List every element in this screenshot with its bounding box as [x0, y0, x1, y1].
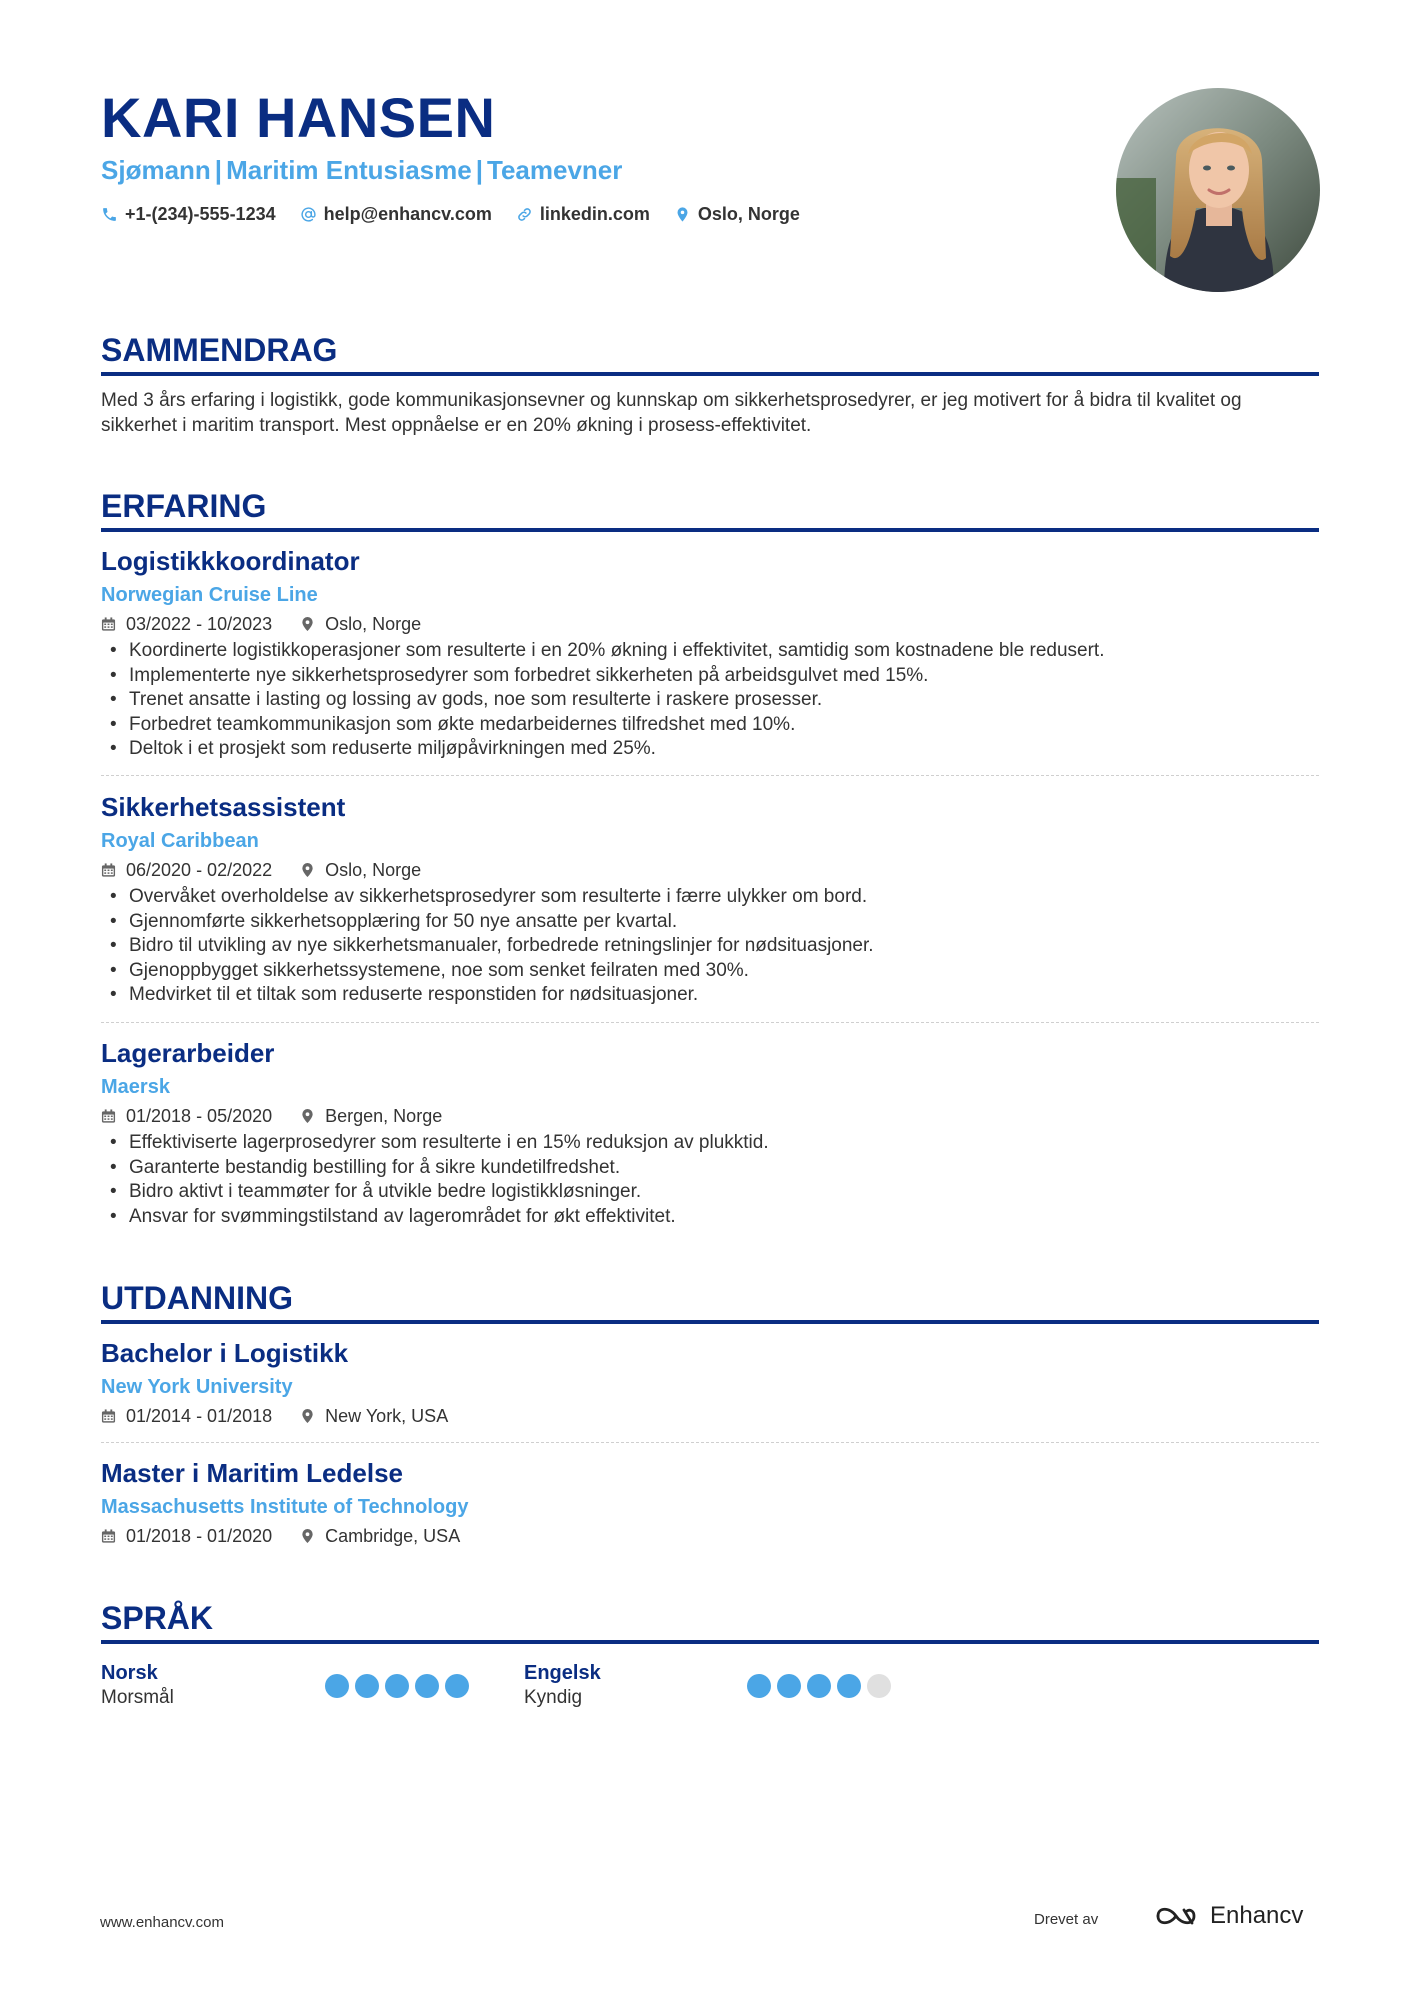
at-icon [300, 206, 317, 223]
job-location [300, 1103, 442, 1129]
experience-entry [101, 544, 1319, 762]
profile-photo [1116, 88, 1320, 292]
language-entry [524, 1660, 924, 1710]
contact-email[interactable] [300, 204, 492, 225]
enhancv-logo-icon [1154, 1903, 1202, 1929]
location-pin-icon [300, 616, 315, 632]
location-pin-icon [674, 206, 691, 223]
location-pin-icon [300, 1108, 315, 1124]
rating-dot-filled [747, 1674, 771, 1698]
calendar-icon [101, 862, 116, 878]
location-pin-icon [300, 1528, 315, 1544]
headline-item: Sjømann [101, 155, 211, 185]
job-meta [101, 611, 1319, 637]
dates-text: 01/2018 - 01/2020 [126, 1526, 273, 1546]
entry-divider [101, 775, 1319, 776]
school-name: Massachusetts Institute of Technology [101, 1496, 469, 1518]
section-title-experience: ERFARING [101, 488, 267, 524]
contact-phone[interactable] [101, 204, 276, 225]
language-level: Kyndig [524, 1687, 583, 1708]
rating-dot-filled [807, 1674, 831, 1698]
job-dates [101, 1103, 272, 1129]
rating-dot-filled [837, 1674, 861, 1698]
education-dates [101, 1523, 272, 1549]
section-rule [101, 372, 1319, 376]
dates-text: 01/2018 - 05/2020 [126, 1106, 273, 1126]
achievement-list [101, 639, 1319, 762]
headline-separator: | [475, 155, 483, 185]
dates-text: 01/2014 - 01/2018 [126, 1406, 273, 1426]
job-location [300, 611, 421, 637]
section-title-education: UTDANNING [101, 1280, 293, 1316]
dates-text: 03/2022 - 10/2023 [126, 614, 273, 634]
dates-text: 06/2020 - 02/2022 [126, 860, 273, 880]
list-item: • Garanterte bestandig bestilling for å sikre kundetilfredshet. [101, 1156, 1319, 1181]
list-item: • Forbedret teamkommunikasjon som økte medarbeidernes tilfredshet med 10%. [101, 713, 1319, 738]
entry-divider [101, 1442, 1319, 1443]
contact-linkedin[interactable] [516, 204, 650, 225]
education-meta [101, 1523, 1319, 1549]
section-title-languages: SPRÅK [101, 1600, 214, 1636]
footer-powered-by: Drevet av [1034, 1911, 1099, 1928]
language-name: Norsk [101, 1662, 158, 1684]
list-item: • Gjenoppbygget sikkerhetssystemene, noe som senket feilraten med 30%. [101, 959, 1319, 984]
education-entry [101, 1456, 1319, 1549]
list-item: • Ansvar for svømmingstilstand av lagerområdet for økt effektivitet. [101, 1205, 1319, 1230]
degree-title: Master i Maritim Ledelse [101, 1458, 403, 1488]
list-item: • Gjennomførte sikkerhetsopplæring for 50 nye ansatte per kvartal. [101, 910, 1319, 935]
rating-dot-filled [415, 1674, 439, 1698]
education-location [300, 1403, 448, 1429]
location-pin-icon [300, 1408, 315, 1424]
list-item: • Overvåket overholdelse av sikkerhetsprosedyrer som resulterte i færre ulykker om bord. [101, 885, 1319, 910]
company-name: Maersk [101, 1076, 170, 1098]
job-meta [101, 1103, 1319, 1129]
language-rating [747, 1674, 897, 1698]
location-text: Cambridge, USA [325, 1526, 461, 1546]
section-title-summary: SAMMENDRAG [101, 332, 338, 368]
headline-separator: | [214, 155, 223, 185]
experience-entry [101, 790, 1319, 1008]
calendar-icon [101, 1528, 116, 1544]
education-entry [101, 1336, 1319, 1429]
enhancv-brand-text: Enhancv [1210, 1902, 1304, 1929]
company-name: Norwegian Cruise Line [101, 584, 318, 606]
summary-text: Med 3 års erfaring i logistikk, gode kommunikasjonsevner og kunnskap om sikkerhetsprosedyrer, er jeg motivert for å bidra til kvalitet og sikkerhet i maritim transport. Mest oppnåelse er en 20% økning i prosess-effektivitet. [101, 390, 1242, 436]
link-icon [516, 206, 533, 223]
headline-item: Maritim Entusiasme [226, 155, 472, 185]
footer-website-link[interactable]: www.enhancv.com [100, 1914, 224, 1931]
contact-location [674, 204, 800, 225]
job-location [300, 857, 421, 883]
location-text: Bergen, Norge [325, 1106, 443, 1126]
email-address: help@enhancv.com [323, 204, 492, 224]
linkedin-link: linkedin.com [539, 204, 650, 224]
headline-item: Teamevner [487, 155, 623, 185]
education-dates [101, 1403, 272, 1429]
achievement-list [101, 885, 1319, 1008]
list-item: • Bidro til utvikling av nye sikkerhetsmanualer, forbedrede retningslinjer for nødsituasjoner. [101, 934, 1319, 959]
phone-number: +1-(234)-555-1234 [125, 204, 276, 224]
job-dates [101, 611, 272, 637]
section-rule [101, 528, 1319, 532]
list-item: • Koordinerte logistikkoperasjoner som resulterte i en 20% økning i effektivitet, samtidig som kostnadene ble redusert. [101, 639, 1319, 664]
achievement-list [101, 1131, 1319, 1229]
enhancv-logo[interactable] [1154, 1902, 1303, 1930]
rating-dot-filled [445, 1674, 469, 1698]
language-name: Engelsk [524, 1662, 601, 1684]
phone-icon [101, 206, 118, 223]
company-name: Royal Caribbean [101, 830, 259, 852]
list-item: • Deltok i et prosjekt som reduserte miljøpåvirkningen med 25%. [101, 737, 1319, 762]
rating-dot-filled [385, 1674, 409, 1698]
list-item: • Bidro aktivt i teammøter for å utvikle bedre logistikkløsninger. [101, 1180, 1319, 1205]
rating-dot-filled [325, 1674, 349, 1698]
rating-dot-filled [355, 1674, 379, 1698]
job-meta [101, 857, 1319, 883]
job-title: Logistikkkoordinator [101, 546, 360, 576]
language-entry [101, 1660, 501, 1710]
headline [101, 150, 622, 190]
language-level: Morsmål [101, 1687, 174, 1708]
job-dates [101, 857, 272, 883]
calendar-icon [101, 1408, 116, 1424]
location-text: Oslo, Norge [325, 614, 422, 634]
candidate-name: KARI HANSEN [101, 86, 496, 149]
list-item: • Effektiviserte lagerprosedyrer som resulterte i en 15% reduksjon av plukktid. [101, 1131, 1319, 1156]
list-item: • Trenet ansatte i lasting og lossing av gods, noe som resulterte i raskere prosesser. [101, 688, 1319, 713]
education-meta [101, 1403, 1319, 1429]
list-item: • Medvirket til et tiltak som reduserte responstiden for nødsituasjoner. [101, 983, 1319, 1008]
rating-dot-filled [777, 1674, 801, 1698]
list-item: • Implementerte nye sikkerhetsprosedyrer som forbedret sikkerheten på arbeidsgulvet med 15%. [101, 664, 1319, 689]
education-location [300, 1523, 460, 1549]
language-rating [325, 1674, 475, 1698]
job-title: Sikkerhetsassistent [101, 792, 346, 822]
rating-dot-empty [867, 1674, 891, 1698]
degree-title: Bachelor i Logistikk [101, 1338, 349, 1368]
school-name: New York University [101, 1376, 293, 1398]
experience-entry [101, 1036, 1319, 1229]
section-rule [101, 1320, 1319, 1324]
location-text: New York, USA [325, 1406, 449, 1426]
calendar-icon [101, 616, 116, 632]
calendar-icon [101, 1108, 116, 1124]
job-title: Lagerarbeider [101, 1038, 275, 1068]
contact-bar [101, 204, 824, 225]
location-text: Oslo, Norge [325, 860, 422, 880]
entry-divider [101, 1022, 1319, 1023]
location-text: Oslo, Norge [697, 204, 800, 224]
section-rule [101, 1640, 1319, 1644]
location-pin-icon [300, 862, 315, 878]
